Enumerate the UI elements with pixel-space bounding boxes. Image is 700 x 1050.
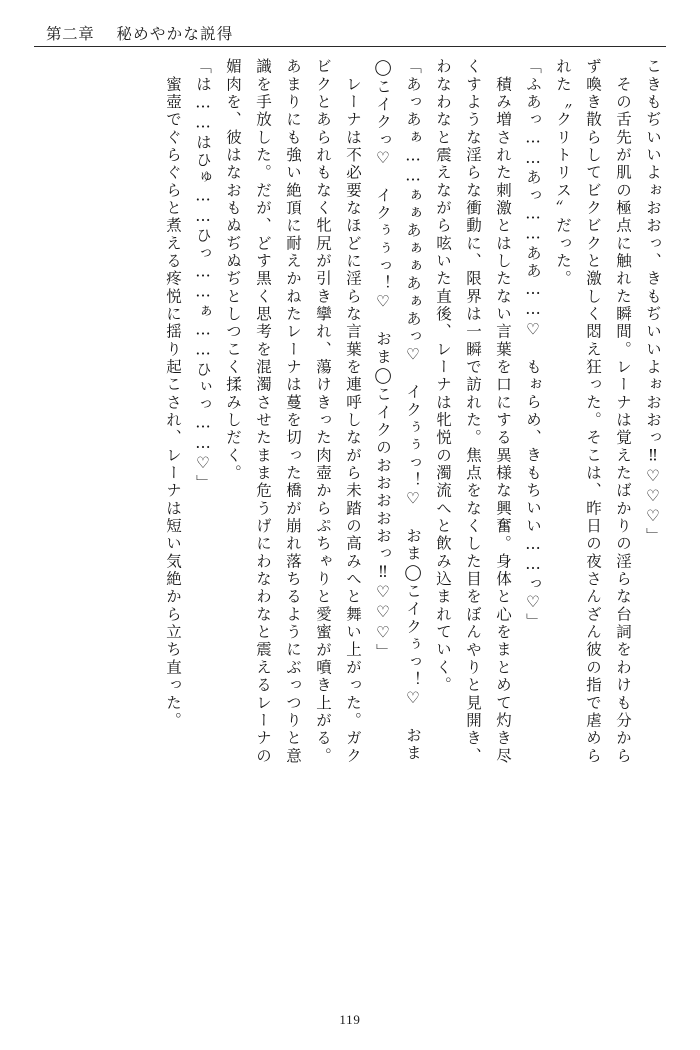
vertical-text-body [40,58,660,988]
body-line: レーナは不必要なほどに淫らな言葉を連呼しながら未踏の高みへと舞い上がった。ガク [344,58,362,765]
chapter-number: 第二章 [46,26,95,43]
body-line: 媚肉を、彼はなおもぬぢぬぢとしつこく揉みしだく。 [224,58,242,483]
body-line: あまりにも強い絶頂に耐えかねたレーナは蔓を切った橋が崩れ落ちるようにぶっつりと意 [284,58,302,765]
body-line: ◯こイクっ♡ イクぅぅっ！♡ おま◯こイクのおおおおおっ‼︎♡♡♡」 [374,58,392,662]
body-line: くすような淫らな衝動に、限界は一瞬で訪れた。焦点をなくした目をぼんやりと見開き、 [464,58,482,765]
body-line: 「ふあっ……あっ……ああ……♡ もぉらめ、きもちいい……っ♡」 [524,58,542,631]
body-line: 識を手放した。だが、どす黒く思考を混濁させたまま危うげにわなわなと震えるレーナの [254,58,272,765]
body-line: 蜜壺でぐらぐらと煮える疼悦に揺り起こされ、レーナは短い気絶から立ち直った。 [164,58,182,730]
body-line: わなわなと震えながら呟いた直後、レーナは牝悦の濁流へと飲み込まれていく。 [434,58,452,695]
chapter-title: 秘めやかな説得 [116,26,234,43]
body-line: ビクとあられもなく牝尻が引き攣れ、蕩けきった肉壺からぷちゃりと愛蜜が噴き上がる。 [314,58,332,765]
body-line: その舌先が肌の極点に触れた瞬間。レーナは覚えたばかりの淫らな台詞をわけも分から [614,58,632,765]
header-divider [34,46,666,47]
body-line: ず喚き散らしてビクビクと激しく悶え狂った。そこは、昨日の夜さんざん彼の指で虐めら [584,58,602,765]
running-head [46,18,654,48]
page-number: 119 [339,1012,361,1027]
body-line: 積み増された刺激とはしたない言葉を口にする異様な興奮。身体と心をまとめて灼き尽 [494,58,512,765]
body-line: れた〝クリトリス〟だった。 [554,58,572,288]
body-line: こきもぢいいよぉおおっ、きもぢいいよぉおおっ‼︎♡♡♡」 [644,58,662,546]
body-line: 「あっあぁ……ぁぁあぁぁあぁあっ♡ イクぅぅっ！♡ おま◯こイクぅっ！♡ おま [404,58,422,763]
body-line: 「は……はひゅ……ひっ……ぁ……ひぃっ……♡」 [194,58,212,492]
